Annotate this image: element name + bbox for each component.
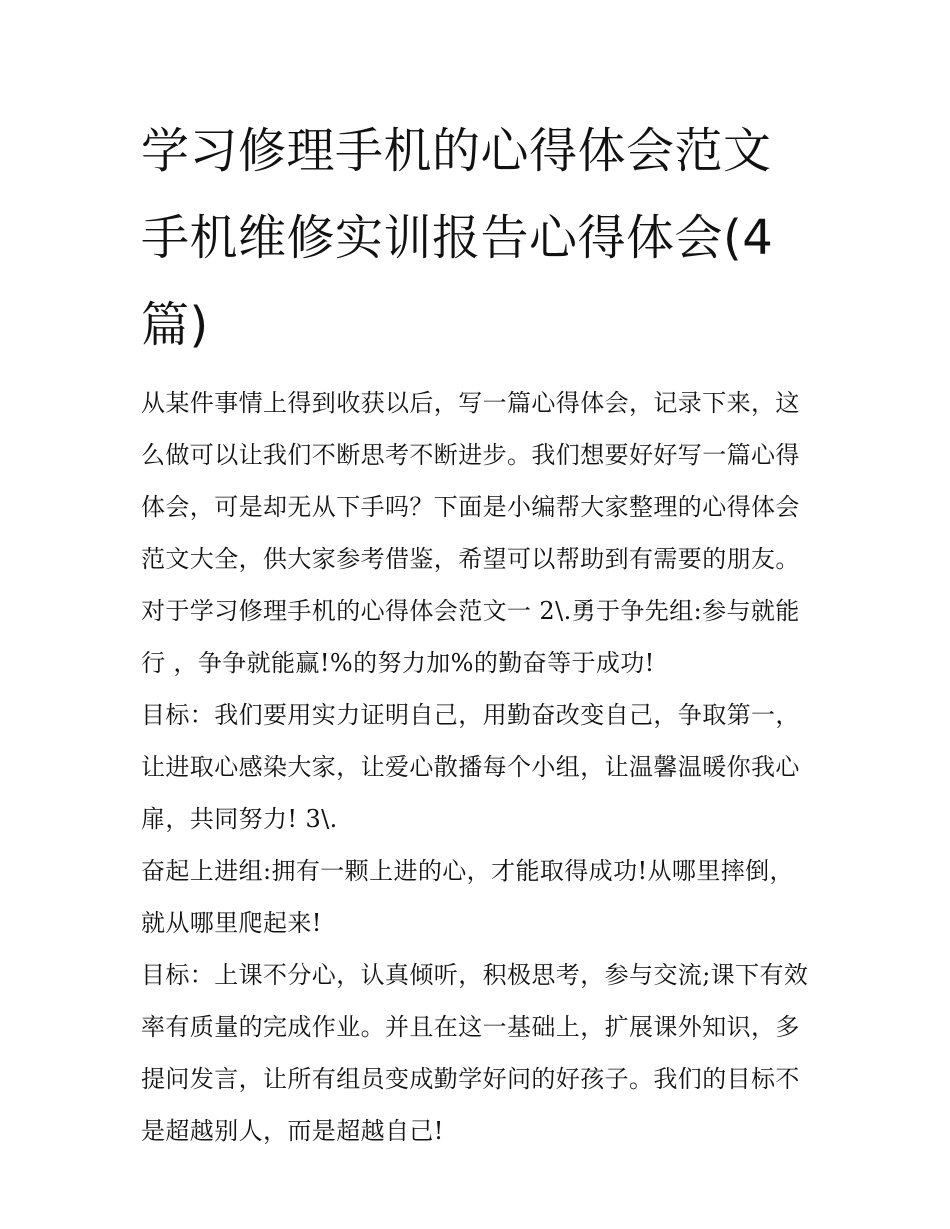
body-paragraph: 奋起上进组:拥有一颗上进的心，才能取得成功!从哪里摔倒，就从哪里爬起来! — [141, 857, 794, 937]
intro-paragraph: 从某件事情上得到收获以后，写一篇心得体会，记录下来，这么做可以让我们不断思考不断进步。我们想要好好写一篇心得体会，可是却无从下手吗？下面是小编帮大家整理的心得体会范文大全，供大家参考借鉴，希望可以帮助到有需要的朋友。 — [141, 389, 800, 573]
document-title: 学习修理手机的心得体会范文手机维修实训报告心得体会(4篇) — [141, 123, 774, 353]
body-paragraph: 目标：我们要用实力证明自己，用勤奋改变自己，争取第一，让进取心感染大家，让爱心散播每个小组，让温馨温暖你我心扉，共同努力! 3\. — [141, 701, 800, 833]
body-paragraph: 目标：上课不分心，认真倾听，积极思考，参与交流;课下有效率有质量的完成作业。并且在这一基础上，扩展课外知识，多提问发言，让所有组员变成勤学好问的好孩子。我们的目标不是超越别人，而是超越自己! — [141, 961, 809, 1145]
body-paragraph: 对于学习修理手机的心得体会范文一 2\.勇于争先组:参与就能行 ，争争就能赢!%的努力加%的勤奋等于成功! — [141, 597, 800, 677]
document-body — [141, 108, 813, 1157]
